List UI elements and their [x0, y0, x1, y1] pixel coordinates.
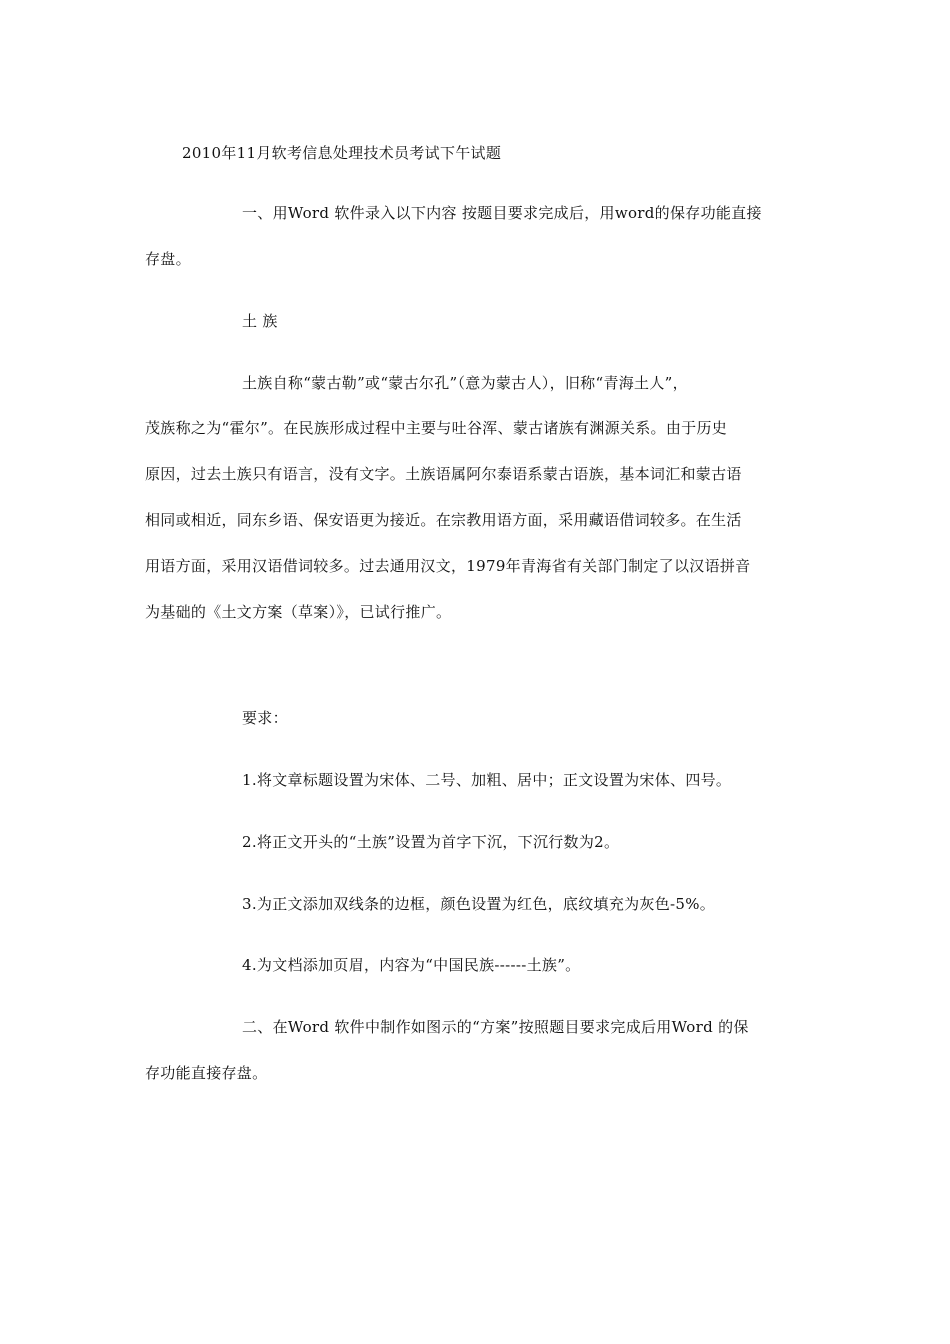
question-2-line-1: 二、在Word 软件中制作如图示的“方案”按照题目要求完成后用Word 的保 [242, 1018, 749, 1036]
question-1-line-1: 一、用Word 软件录入以下内容 按题目要求完成后，用word的保存功能直接 [242, 204, 762, 222]
article-body-line: 原因，过去土族只有语言，没有文字。土族语属阿尔泰语系蒙古语族，基本词汇和蒙古语 [145, 465, 742, 483]
question-1-line-2: 存盘。 [145, 250, 191, 268]
question-2-line-2: 存功能直接存盘。 [145, 1064, 268, 1082]
document-title: 2010年11月软考信息处理技术员考试下午试题 [182, 144, 502, 162]
requirement-item: 4.为文档添加页眉，内容为“中国民族------土族”。 [242, 956, 581, 974]
requirement-item: 3.为正文添加双线条的边框，颜色设置为红色，底纹填充为灰色-5%。 [242, 895, 716, 913]
article-body-line: 用语方面，采用汉语借词较多。过去通用汉文，1979年青海省有关部门制定了以汉语拼音 [145, 557, 751, 575]
requirement-item: 1.将文章标题设置为宋体、二号、加粗、居中；正文设置为宋体、四号。 [242, 771, 732, 789]
article-body-line: 为基础的《土文方案（草案）》，已试行推广。 [145, 603, 452, 621]
article-body-line: 相同或相近，同东乡语、保安语更为接近。在宗教用语方面，采用藏语借词较多。在生活 [145, 511, 742, 529]
article-body-line: 茂族称之为“霍尔”。在民族形成过程中主要与吐谷浑、蒙古诸族有渊源关系。由于历史 [145, 419, 728, 437]
article-body-line: 土族自称“蒙古勒”或“蒙古尔孔”（意为蒙古人），旧称“青海土人”， [242, 374, 688, 392]
article-heading: 土 族 [242, 312, 278, 330]
requirements-label: 要求： [242, 709, 288, 727]
requirement-item: 2.将正文开头的“土族”设置为首字下沉，下沉行数为2。 [242, 833, 620, 851]
